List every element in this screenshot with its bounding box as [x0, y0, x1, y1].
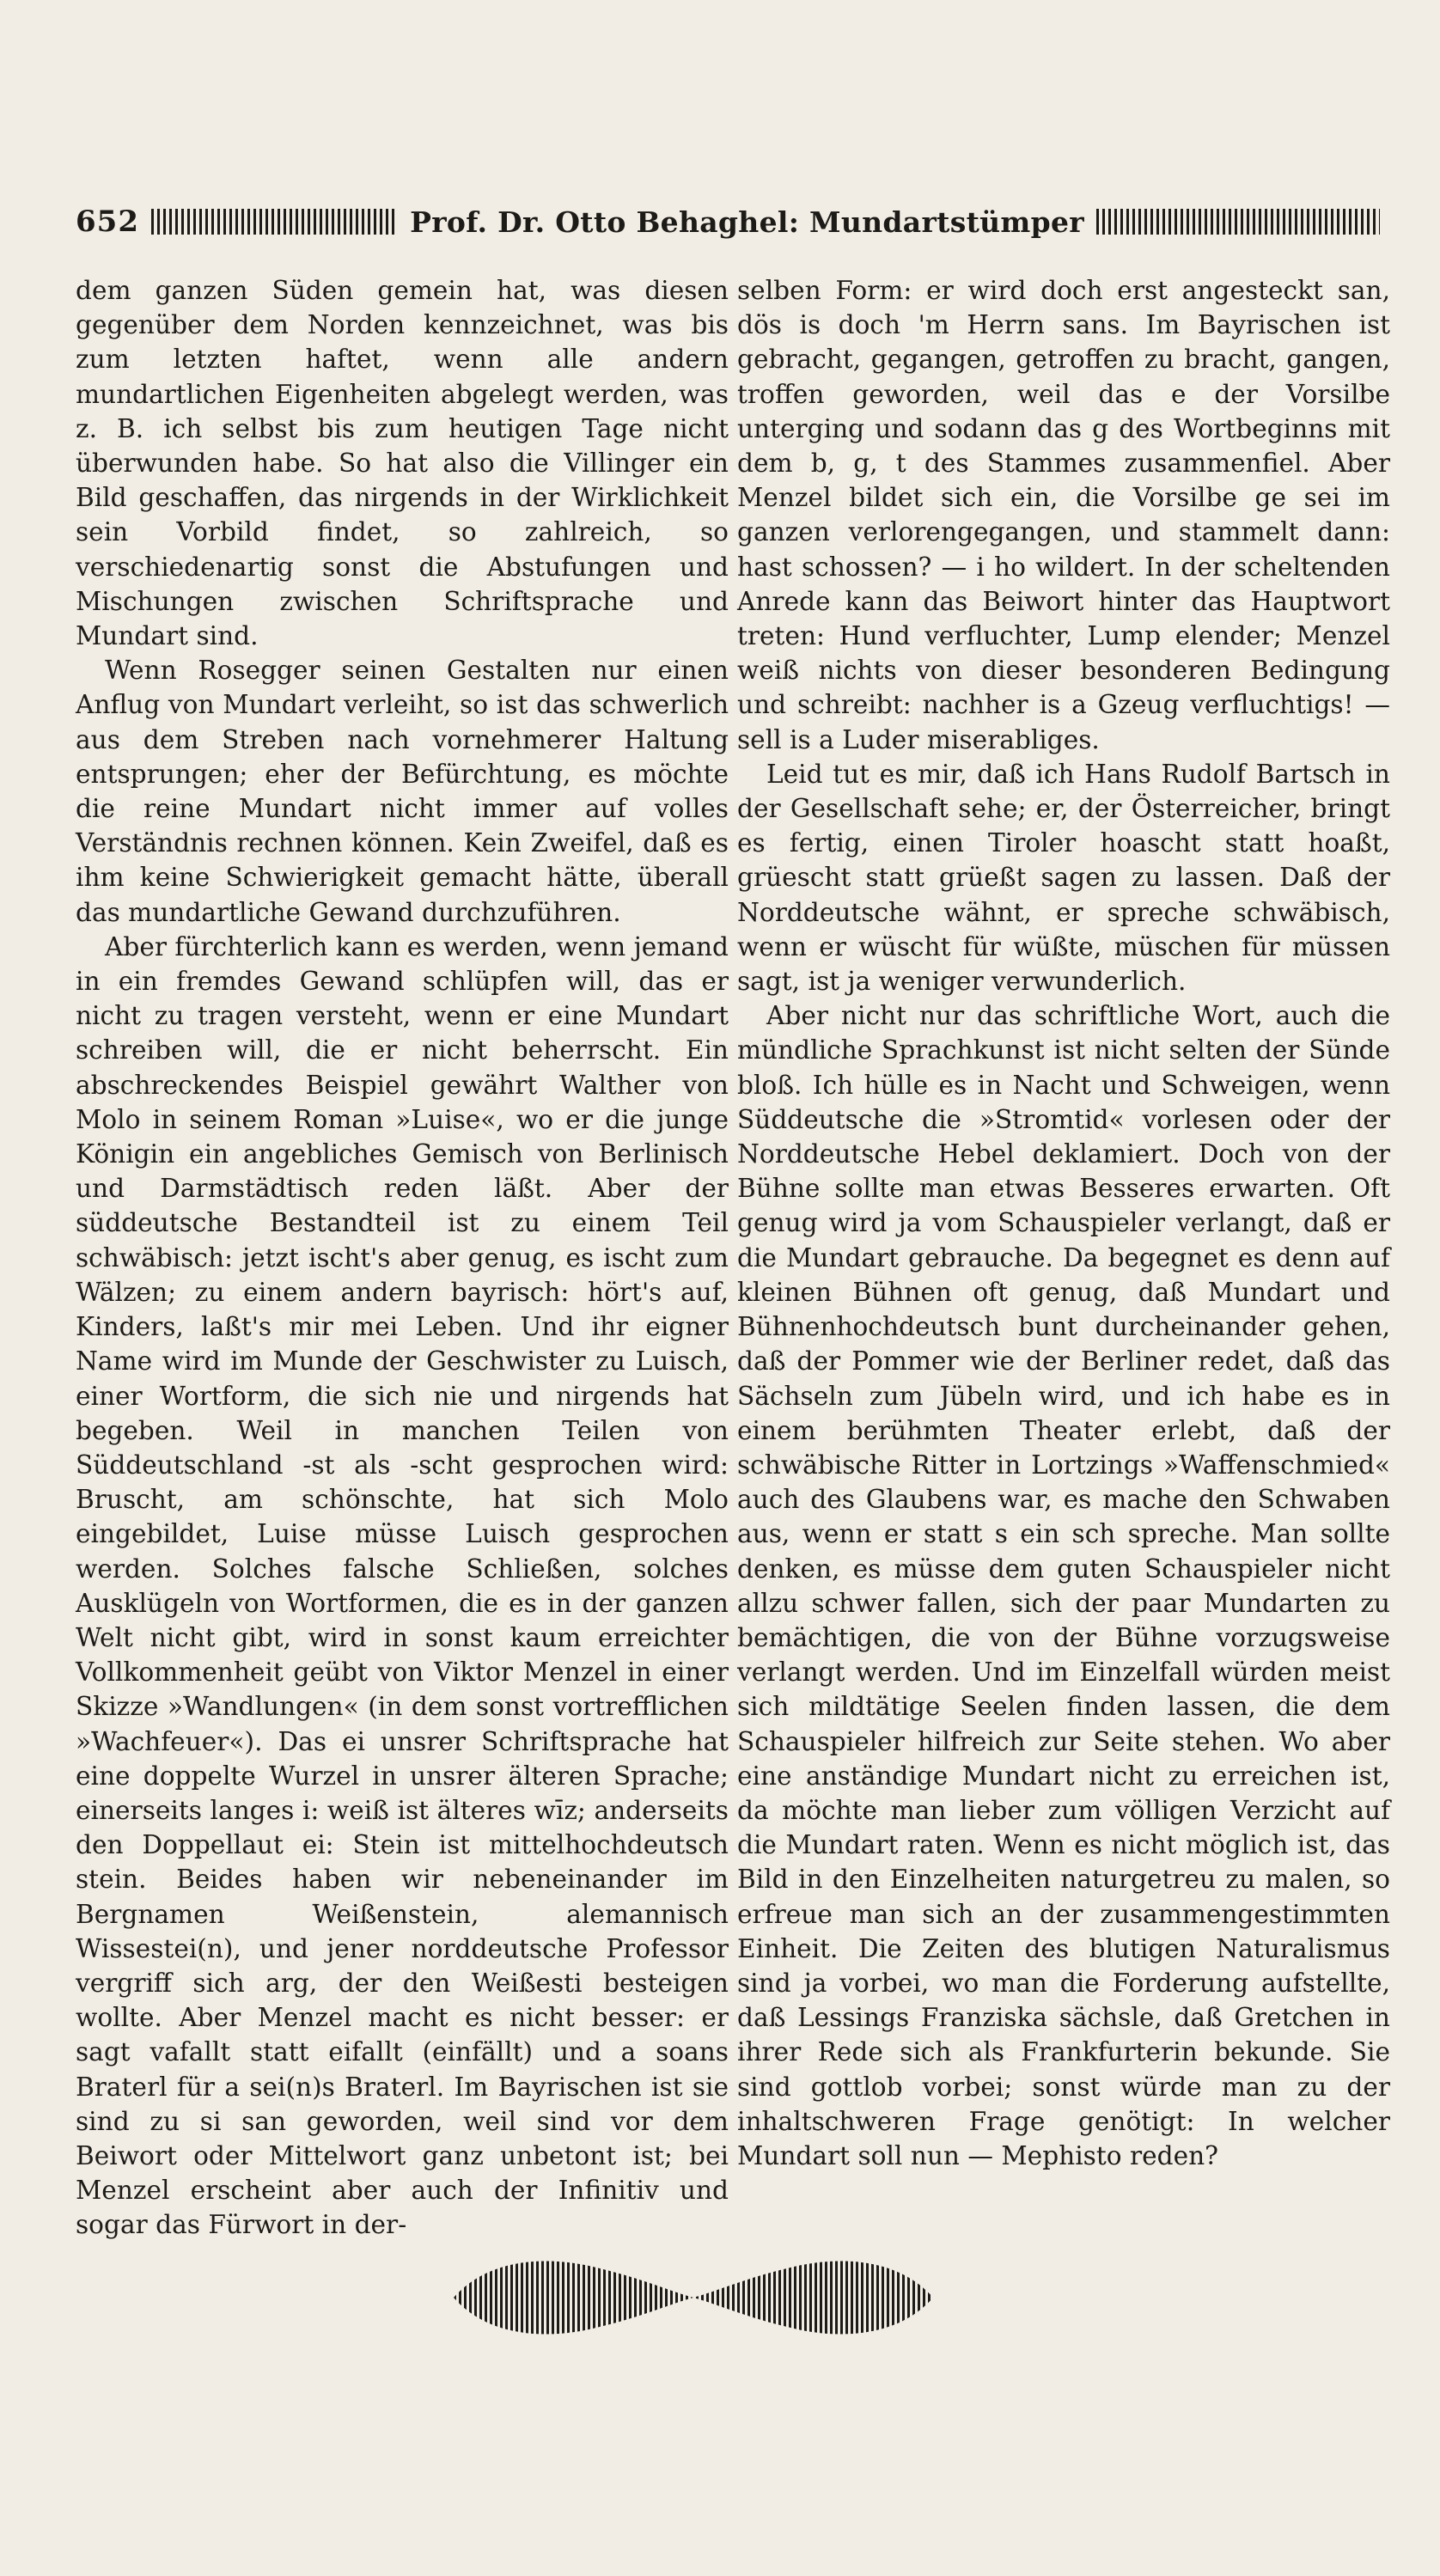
paragraph: selben Form: er wird doch erst angesteckt san, dös is doch 'm Herrn sans. Im Bayrischen ist gebracht, gegangen, getroffen zu bracht, gangen, troffen geworden, weil das e der Vorsilbe unterging und sodann das g des Wortbeginns mit dem b, g, t des Stammes zusammenfiel. Aber Menzel bildet sich ein, die Vorsilbe ge sei im ganzen verlorengegangen, und stammelt dann: hast schossen? — i ho wildert. In der scheltenden Anrede kann das Beiwort hinter das Hauptwort treten: Hund verfluchter, Lump elender; Menzel weiß nichts von dieser besonderen Bedingung und schreibt: nachher is a Gzeug verfluchtigs! — sell is a Luder miserabliges.: [737, 276, 1390, 754]
header-rule-right: [1096, 209, 1380, 235]
left-column: [76, 273, 729, 2243]
paragraph: Leid tut es mir, daß ich Hans Rudolf Bartsch in der Gesellschaft sehe; er, der Österreicher, bringt es fertig, einen Tiroler hoascht statt hoaßt, grüescht statt grüeßt sagen zu lassen. Daß der Norddeutsche wähnt, er spreche schwäbisch, wenn er wüscht für wüßte, müschen für müssen sagt, ist ja weniger verwunderlich.: [737, 759, 1390, 997]
running-header: [76, 199, 1380, 244]
right-column: [737, 273, 1390, 2173]
closing-ornament: [454, 2253, 933, 2342]
header-rule-left: [151, 209, 398, 235]
paragraph: Wenn Rosegger seinen Gestalten nur einen Anflug von Mundart verleiht, so ist das schwerlich aus dem Streben nach vornehmerer Haltung entsprungen; eher der Befürchtung, es möchte die reine Mundart nicht immer auf volles Verständnis rechnen können. Kein Zweifel, daß es ihm keine Schwierigkeit gemacht hätte, überall das mundartliche Gewand durchzuführen.: [76, 656, 729, 927]
page-number: 652: [76, 204, 139, 239]
running-title: Prof. Dr. Otto Behaghel: Mundartstümper: [410, 204, 1084, 239]
paragraph: dem ganzen Süden gemein hat, was diesen gegenüber dem Norden kennzeichnet, was bis zum letzten haftet, wenn alle andern mundartlichen Eigenheiten abgelegt werden, was z. B. ich selbst bis zum heutigen Tage nicht überwunden habe. So hat also die Villinger ein Bild geschaffen, das nirgends in der Wirklichkeit sein Vorbild findet, so zahlreich, so verschiedenartig sonst die Abstufungen und Mischungen zwischen Schriftsprache und Mundart sind.: [76, 276, 729, 651]
paragraph: Aber fürchterlich kann es werden, wenn jemand in ein fremdes Gewand schlüpfen will, das er nicht zu tragen versteht, wenn er eine Mundart schreiben will, die er nicht beherrscht. Ein abschreckendes Beispiel gewährt Walther von Molo in seinem Roman »Luise«, wo er die junge Königin ein angebliches Gemisch von Berlinisch und Darmstädtisch reden läßt. Aber der süddeutsche Bestandteil ist zu einem Teil schwäbisch: jetzt ischt's aber genug, es ischt zum Wälzen; zu einem andern bayrisch: hört's auf, Kinders, laßt's mir mei Leben. Und ihr eigner Name wird im Munde der Geschwister zu Luisch, einer Wortform, die sich nie und nirgends hat begeben. Weil in manchen Teilen von Süddeutschland -st als -scht gesprochen wird: Bruscht, am schönschte, hat sich Molo eingebildet, Luise müsse Luisch gesprochen werden. Solches falsche Schließen, solches Ausklügeln von Wortformen, die es in der ganzen Welt nicht gibt, wird in sonst kaum erreichter Vollkommenheit geübt von Viktor Menzel in einer Skizze »Wandlungen« (in dem sonst vortrefflichen »Wachfeuer«). Das ei unsrer Schriftsprache hat eine doppelte Wurzel in unsrer älteren Sprache; einerseits langes i: weiß ist älteres wīz; anderseits den Doppellaut ei: Stein ist mittelhochdeutsch stein. Beides haben wir nebeneinander im Bergnamen Weißenstein, alemannisch Wissestei(n), und jener norddeutsche Professor vergriff sich arg, der den Weißesti besteigen wollte. Aber Menzel macht es nicht besser: er sagt vafallt statt eifallt (einfällt) und a soans Braterl für a sei(n)s Braterl. Im Bayrischen ist sie sind zu si san geworden, weil sind vor dem Beiwort oder Mittelwort ganz unbetont ist; bei Menzel erscheint aber auch der Infinitiv und sogar das Fürwort in der-: [76, 931, 729, 2240]
paragraph: Aber nicht nur das schriftliche Wort, auch die mündliche Sprachkunst ist nicht selten der Sünde bloß. Ich hülle es in Nacht und Schweigen, wenn Süddeutsche die »Stromtid« vorlesen oder der Norddeutsche Hebel deklamiert. Doch von der Bühne sollte man etwas Besseres erwarten. Oft genug wird ja vom Schauspieler verlangt, daß er die Mundart gebrauche. Da begegnet es denn auf kleinen Bühnen oft genug, daß Mundart und Bühnenhochdeutsch bunt durcheinander gehen, daß der Pommer wie der Berliner redet, daß das Sächseln zum Jübeln wird, und ich habe es in einem berühmten Theater erlebt, daß der schwäbische Ritter in Lortzings »Waffenschmied« auch des Glaubens war, es mache den Schwaben aus, wenn er statt s ein sch spreche. Man sollte denken, es müsse dem guten Schauspieler nicht allzu schwer fallen, sich der paar Mundarten zu bemächtigen, die von der Bühne vorzugsweise verlangt werden. Und im Einzelfall würden meist sich mildtätige Seelen finden lassen, die dem Schauspieler hilfreich zur Seite stehen. Wo aber eine anständige Mundart nicht zu erreichen ist, da möchte man lieber zum völligen Verzicht auf die Mundart raten. Wenn es nicht möglich ist, das Bild in den Einzelheiten naturgetreu zu malen, so erfreue man sich an der zusammengestimmten Einheit. Die Zeiten des blutigen Naturalismus sind ja vorbei, wo man die Forderung aufstellte, daß Lessings Franziska sächsle, daß Gretchen in ihrer Rede sich als Frankfurterin bekunde. Sie sind gottlob vorbei; sonst würde man zu der inhaltschweren Frage genötigt: In welcher Mundart soll nun — Mephisto reden?: [737, 1001, 1390, 2170]
